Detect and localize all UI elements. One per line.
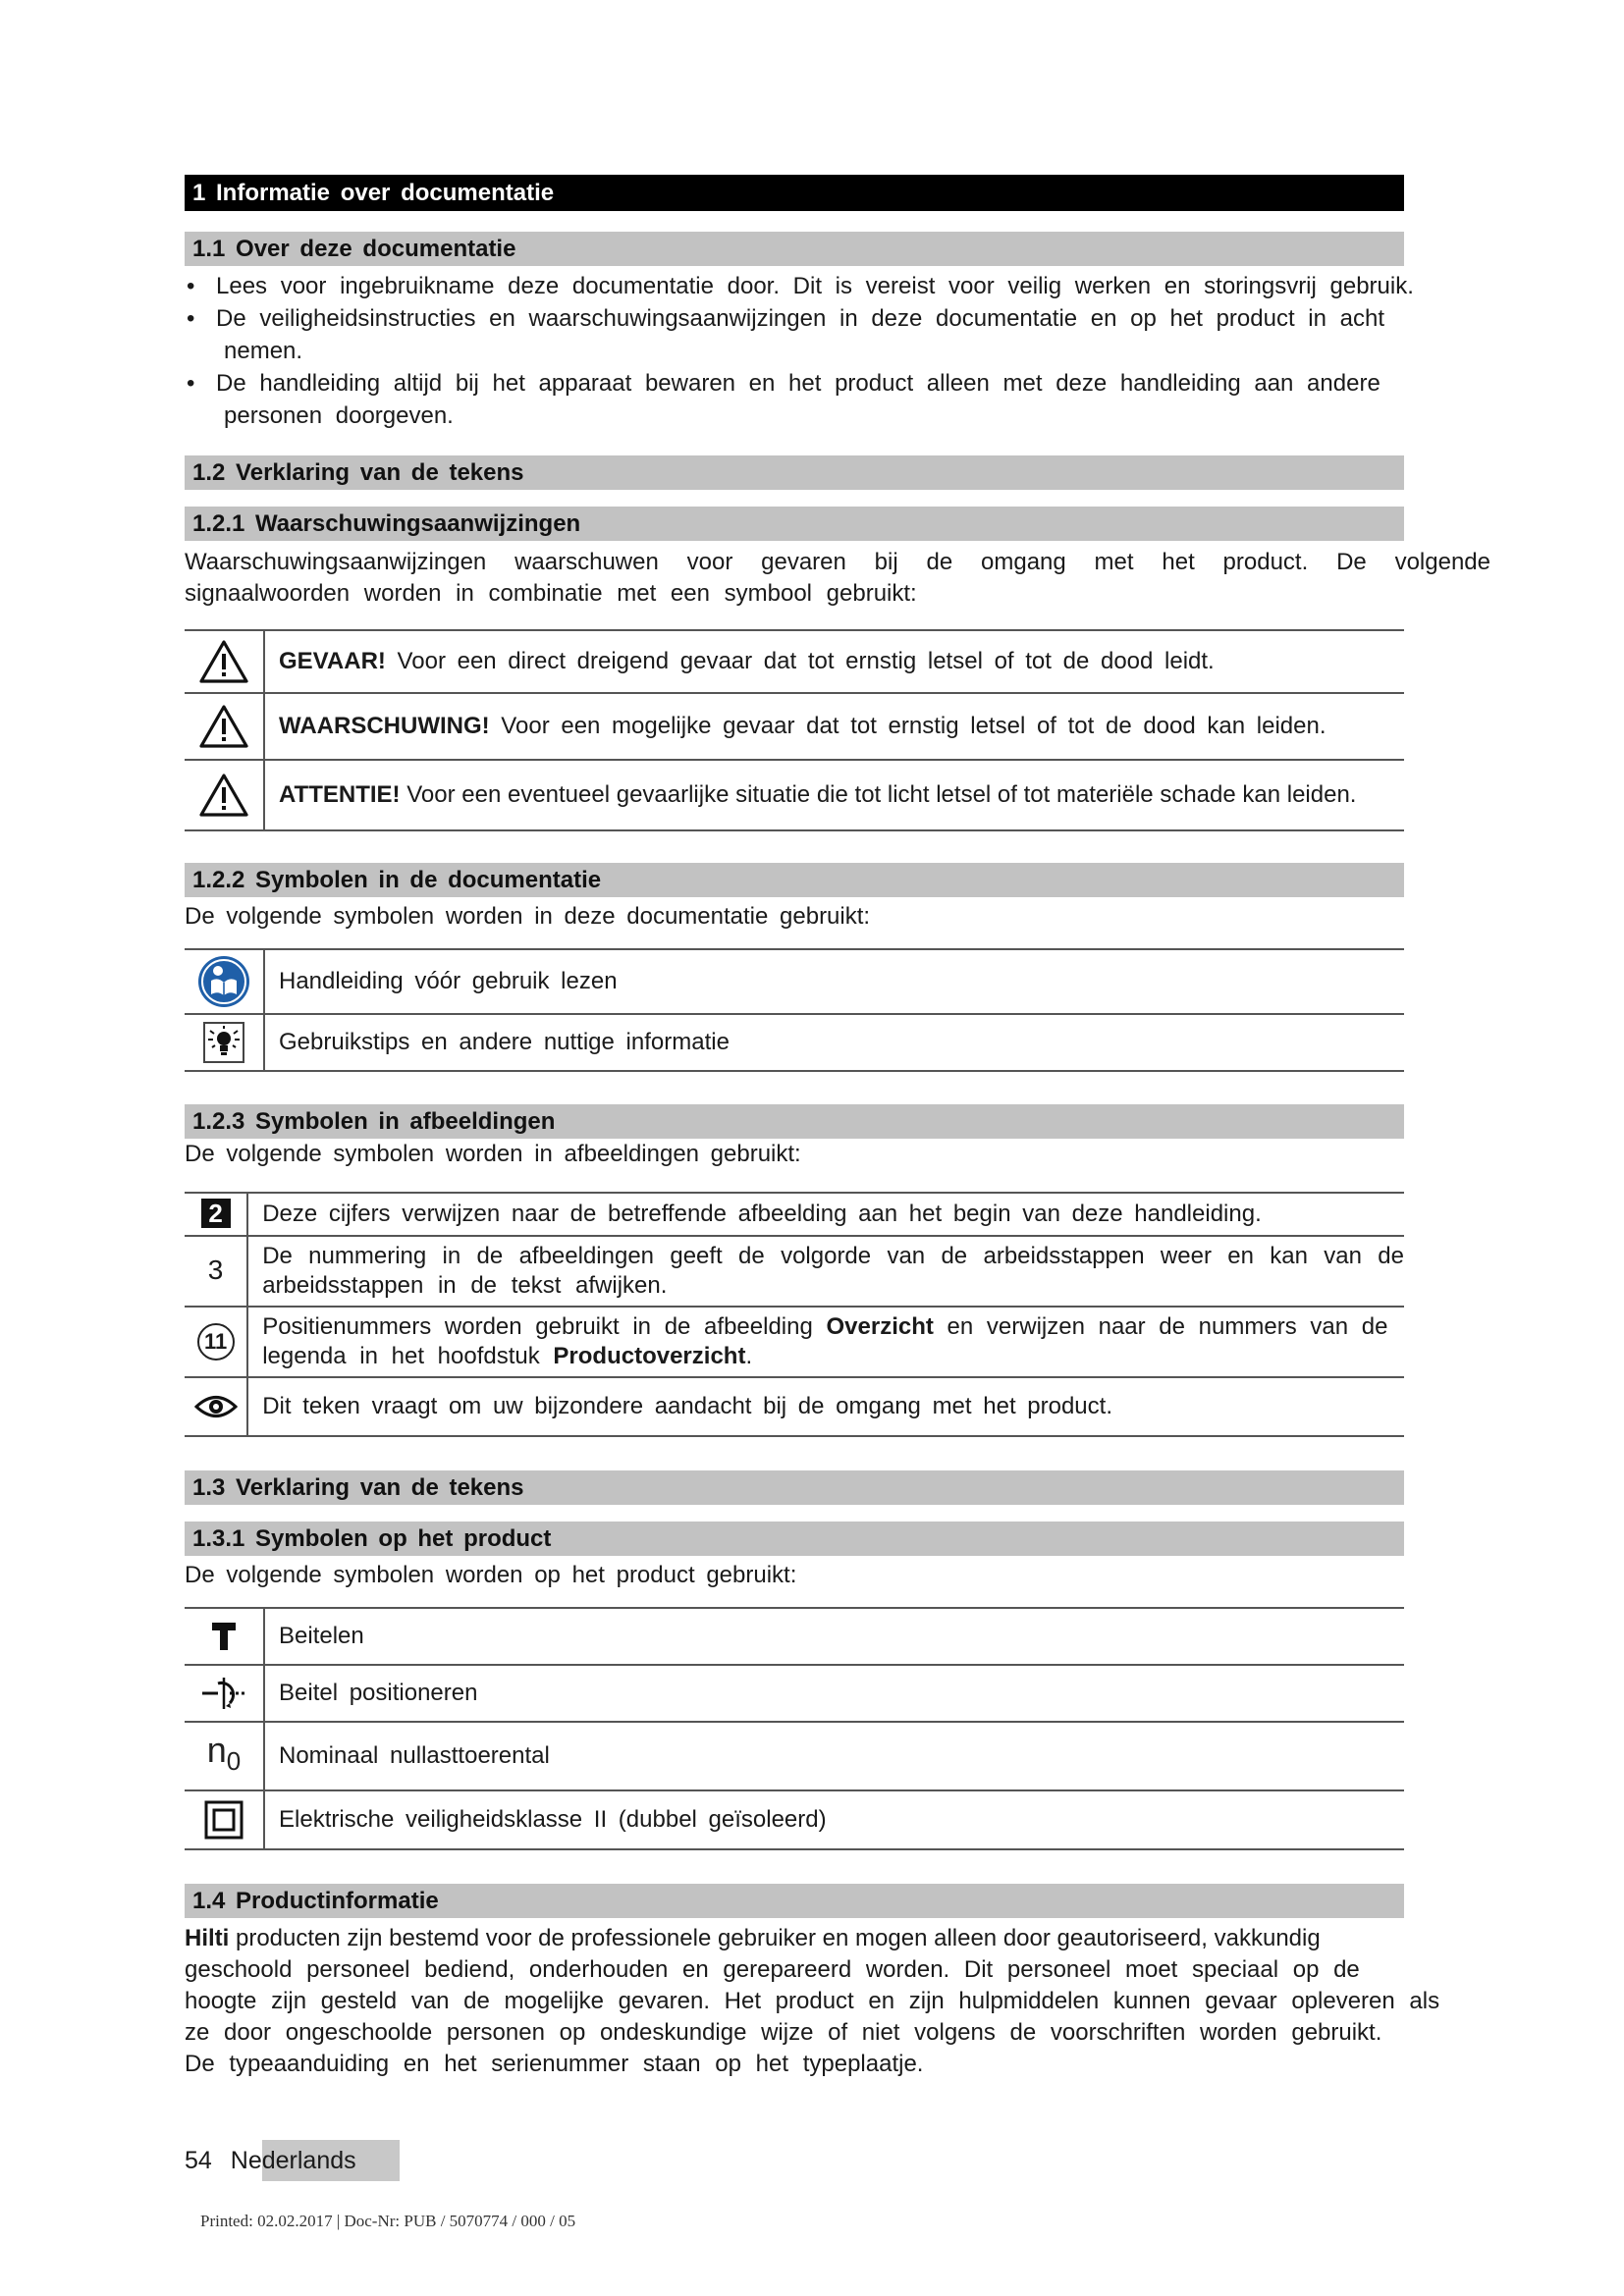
symbol-row: Beitel positioneren <box>264 1665 1404 1722</box>
symbol-row: Beitelen <box>264 1608 1404 1665</box>
section-1-2-3-heading: 1.2.3 Symbolen in afbeeldingen <box>185 1104 1404 1139</box>
section-1-3-heading: 1.3 Verklaring van de tekens <box>185 1470 1404 1505</box>
warning-triangle-icon <box>185 693 264 760</box>
section-1-1-bullets <box>185 270 1414 432</box>
list-item: • De veiligheidsinstructies en waarschuwingsaanwijzingen in deze documentatie en op het product in acht nemen. <box>185 302 1404 367</box>
document-page <box>185 175 1490 2080</box>
section-1-3-1-intro: De volgende symbolen worden op het product gebruikt: <box>185 1562 797 1588</box>
page-number: 54 <box>185 2147 212 2174</box>
symbol-row: Handleiding vóór gebruik lezen <box>264 949 1404 1014</box>
figure-number-icon: 2 <box>185 1193 247 1236</box>
section-1-4-heading: 1.4 Productinformatie <box>185 1884 1404 1918</box>
page-footer-language: 54 Nederlands <box>185 2140 400 2181</box>
section-1-2-2-intro: De volgende symbolen worden in deze documentatie gebruikt: <box>185 903 871 930</box>
warning-row: ATTENTIE! Voor een eventueel gevaarlijke situatie die tot licht letsel of tot materiële schade kan leiden. <box>264 760 1404 830</box>
chisel-position-icon <box>185 1665 264 1722</box>
section-1-2-1-intro: Waarschuwingsaanwijzingen waarschuwen voor gevaren bij de omgang met het product. De volgende signaalwoorden worden in combinatie met een symbool gebruikt: <box>185 549 1490 607</box>
section-1-2-3-intro: De volgende symbolen worden in afbeeldingen gebruikt: <box>185 1141 801 1167</box>
section-1-1-heading: 1.1 Over deze documentatie <box>185 232 1404 266</box>
image-symbols-table <box>185 1192 1404 1437</box>
warning-row: GEVAAR! Voor een direct dreigend gevaar dat tot ernstig letsel of tot de dood leidt. <box>264 630 1404 693</box>
warning-table <box>185 629 1404 831</box>
symbol-row: Gebruikstips en andere nuttige informatie <box>264 1014 1404 1071</box>
list-item: • De handleiding altijd bij het apparaat bewaren en het product alleen met deze handleiding aan andere personen doorgeven. <box>185 367 1404 432</box>
section-1-3-1-heading: 1.3.1 Symbolen op het product <box>185 1522 1404 1556</box>
print-info: Printed: 02.02.2017 | Doc-Nr: PUB / 5070774 / 000 / 05 <box>200 2212 576 2230</box>
brand-name: Hilti <box>185 1925 230 1951</box>
section-1-2-1-heading: 1.2.1 Waarschuwingsaanwijzingen <box>185 507 1404 541</box>
double-insulation-icon <box>185 1790 264 1849</box>
symbol-row: Nominaal nullasttoerental <box>264 1722 1404 1790</box>
step-number-icon: 3 <box>185 1236 247 1307</box>
section-1-2-heading: 1.2 Verklaring van de tekens <box>185 455 1404 490</box>
eye-icon <box>185 1377 247 1436</box>
warning-triangle-icon <box>185 760 264 830</box>
chisel-icon <box>185 1608 264 1665</box>
language-label: derlands <box>262 2140 400 2181</box>
tip-lightbulb-icon <box>185 1014 264 1071</box>
symbol-row: Positienummers worden gebruikt in de afbeelding Overzicht en verwijzen naar de nummers van de legenda in het hoofdstuk Productoverzicht. <box>247 1307 1404 1377</box>
read-manual-icon <box>185 949 264 1014</box>
list-item: • Lees voor ingebruikname deze documentatie door. Dit is vereist voor veilig werken en storingsvrij gebruik. <box>185 270 1404 302</box>
warning-row: WAARSCHUWING! Voor een mogelijke gevaar dat tot ernstig letsel of tot de dood kan leiden. <box>264 693 1404 760</box>
documentation-symbols-table <box>185 948 1404 1072</box>
section-1-4-body: Hilti producten zijn bestemd voor de professionele gebruiker en mogen alleen door geautoriseerd, vakkundig geschoold personeel bediend, onderhouden en gerepareerd worden. Dit personeel moet speciaal op de hoogte zijn gesteld van de mogelijke gevaren. Het product en zijn hulpmiddelen kunnen gevaar opleveren als ze door ongeschoolde personen op ondeskundige wijze of niet volgens de voorschriften worden gebruikt. De typeaanduiding en het serienummer staan op het typeplaatje. <box>185 1925 1440 2077</box>
no-load-speed-icon: $n_0$ <box>185 1722 264 1790</box>
symbol-row: Elektrische veiligheidsklasse II (dubbel geïsoleerd) <box>264 1790 1404 1849</box>
position-number-icon: 11 <box>185 1307 247 1377</box>
symbol-row: De nummering in de afbeeldingen geeft de volgorde van de arbeidsstappen weer en kan van de arbeidsstappen in de tekst afwijken. <box>247 1236 1404 1307</box>
symbol-row: Dit teken vraagt om uw bijzondere aandacht bij de omgang met het product. <box>247 1377 1404 1436</box>
symbol-row: Deze cijfers verwijzen naar de betreffende afbeelding aan het begin van deze handleiding. <box>247 1193 1404 1236</box>
product-symbols-table <box>185 1607 1404 1850</box>
section-1-heading: 1 Informatie over documentatie <box>185 175 1404 211</box>
section-1-2-2-heading: 1.2.2 Symbolen in de documentatie <box>185 863 1404 897</box>
warning-triangle-icon <box>185 630 264 693</box>
